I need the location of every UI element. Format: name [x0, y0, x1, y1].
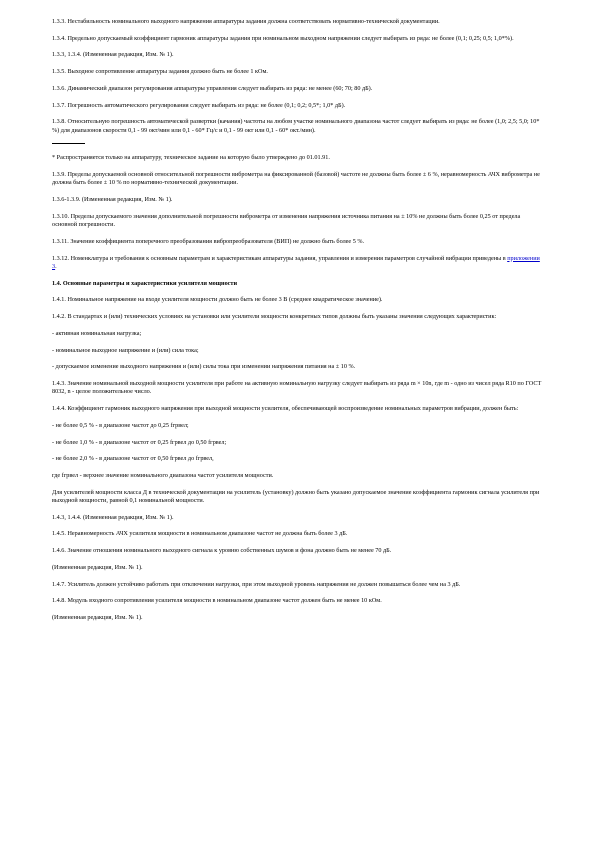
section-title: 1.4. Основные параметры и характеристики усилителя мощности: [52, 279, 238, 287]
paragraph-1-4-3: 1.4.3. Значение номинальной выходной мощности усилителя при работе на активную номинальную нагрузку следует выбирать из ряда m × 10n, где m - одно из чисел ряда R10 по ГОСТ 8032, n - целое положительное число.: [52, 379, 542, 396]
footnote-divider: [52, 143, 85, 144]
paragraph-1-4-4: 1.4.4. Коэффициент гармоник выходного напряжения при выходной мощности усилителя, обеспечивающей воспроизведение номинальных параметров вибрации, должен быть:: [52, 405, 519, 413]
paragraph-1-3-5: 1.3.5. Выходное сопротивление аппаратуры задания должно быть не более 1 кОм.: [52, 68, 268, 76]
list-item: - номинальное выходное напряжение и (или) сила тока;: [52, 346, 199, 354]
amendment-note: (Измененная редакция, Изм. № 1).: [52, 613, 143, 621]
list-item: - допускаемое изменение выходного напряжения и (или) силы тока при изменении напряжения питания на ± 10 %.: [52, 363, 356, 371]
paragraph-1-4-7: 1.4.7. Усилитель должен устойчиво работать при отключении нагрузки, при этом выходной уровень напряжения не должен повышаться более чем на 3 дБ.: [52, 580, 461, 588]
amendment-note: 1.3.6-1.3.9. (Измененная редакция, Изм. № 1).: [52, 196, 173, 204]
list-item: - активная номинальная нагрузка;: [52, 329, 142, 337]
paragraph-1-3-7: 1.3.7. Погрешность автоматического регулирования следует выбирать из ряда: не более (0,1; 0,2; 0,5*; 1,0* дБ).: [52, 101, 346, 109]
paragraph-1-4-5: 1.4.5. Неравномерность АЧХ усилителя мощности в номинальном диапазоне частот не должна быть более 3 дБ.: [52, 530, 348, 538]
paragraph-1-3-8: 1.3.8. Относительную погрешность автоматической развертки (качания) частоты на любом участке номинального диапазона частот следует выбирать из ряда: не более (1,0; 2,5; 5,0; 10* %) для диапазонов скорости 0,1 - 99 окт/мин или 0,1 - 60* Гц/с и 0,1 - 99 окт или 0,1 - 60* окт./мин).: [52, 118, 540, 134]
amendment-note: 1.3.3, 1.3.4. (Измененная редакция, Изм. № 1).: [52, 51, 174, 59]
paragraph-1-3-9: 1.3.9. Пределы допускаемой основной относительной погрешности виброметра на фиксированной (базовой) частоте не должны быть более ± 6 %, неравномерность АЧХ виброметра не должна быть более ± 10 % по нормативно-технической документации.: [52, 171, 540, 187]
paragraph-1-3-11: 1.3.11. Значение коэффициента поперечного преобразования вибропреобразователя (ВИП) не должно быть более 5 %.: [52, 237, 365, 245]
paragraph-text: .: [55, 263, 57, 271]
class-d-note: Для усилителей мощности класса Д в технической документации на усилитель (установку) должно быть указано допускаемое значение коэффициента гармоник сигнала усилителя при выходной мощности, равной 0,1 номинальной мощности.: [52, 488, 540, 505]
list-item: - не более 0,5 % - в диапазоне частот до 0,25 fгрвел;: [52, 421, 189, 429]
paragraph-1-3-4: 1.3.4. Предельно допускаемый коэффициент гармоник аппаратуры задания при номинальном выходном напряжении следует выбирать из ряда: не более (0,1; 0,25; 0,5; 1,0*%).: [52, 34, 514, 42]
paragraph-1-3-12: [52, 255, 543, 272]
paragraph-1-4-8: 1.4.8. Модуль входного сопротивления усилителя мощности в номинальном диапазоне частот должен быть не менее 10 кОм.: [52, 597, 382, 605]
amendment-note: 1.4.3, 1.4.4. (Измененная редакция, Изм. № 1).: [52, 513, 174, 521]
footnote: * Распространяется только на аппаратуру, техническое задание на которую было утверждено до 01.01.91.: [52, 154, 330, 162]
paragraph-1-3-6: 1.3.6. Динамический диапазон регулирования аппаратуры управления следует выбирать из ряда: не менее (60; 70; 80 дБ).: [52, 84, 373, 92]
paragraph-text: 1.3.12. Номенклатура и требования к основным параметрам и характеристикам аппаратуры задания, управления и измерения параметров случайной вибрации приведены в: [52, 254, 508, 262]
amendment-note: (Измененная редакция, Изм. № 1).: [52, 563, 143, 571]
paragraph-1-4-1: 1.4.1. Номинальное напряжение на входе усилителя мощности должно быть не более 3 В (среднее квадратическое значение).: [52, 296, 383, 304]
paragraph-1-3-10: 1.3.10. Пределы допускаемого значения дополнительной погрешности виброметра от изменения напряжения источника питания на ± 10% не должны быть более 0,25 от предела основной погрешности.: [52, 212, 521, 229]
list-item: - не более 1,0 % - в диапазоне частот от 0,25 fгрвел до 0,50 fгрвел;: [52, 438, 227, 446]
appendix-3-link[interactable]: приложении 3: [52, 254, 540, 271]
paragraph-1-4-6: 1.4.6. Значение отношения номинального выходного сигнала к уровню собственных шумов и фона должно быть не менее 70 дБ.: [52, 547, 392, 555]
list-item: - не более 2,0 % - в диапазоне частот от 0,50 fгрвел до fгрвел,: [52, 455, 214, 463]
paragraph-1-4-2: 1.4.2. В стандартах и (или) технических условиях на установки или усилители мощности конкретных типов должны быть указаны значения следующих характеристик:: [52, 313, 497, 321]
definition-note: где fгрвел - верхнее значение номинального диапазона частот усилителя мощности.: [52, 471, 274, 479]
paragraph-1-3-3: 1.3.3. Нестабильность номинального выходного напряжения аппаратуры задания должна соответствовать нормативно-технической документации.: [52, 18, 440, 25]
